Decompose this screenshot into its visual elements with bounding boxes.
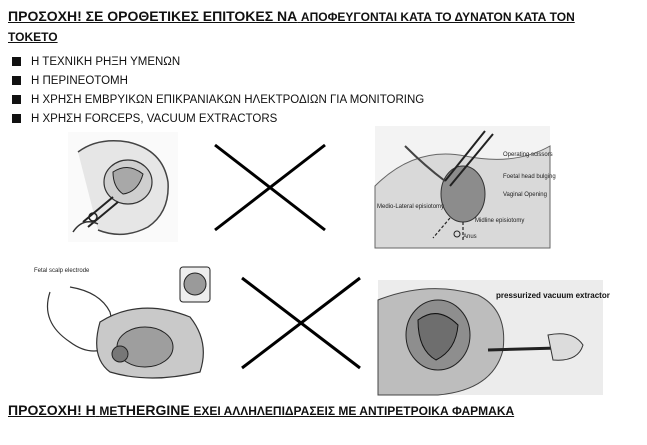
episiotomy-diagram xyxy=(375,126,556,248)
heading-prefix: ΠΡΟΣΟΧΗ! ΣΕ ΟΡΟΘΕΤΙΚΕΣ ΕΠΙΤΟΚΕΣ ΝΑ xyxy=(8,8,298,24)
list-item: Η ΧΡΗΣΗ ΕΜΒΡΥΙΚΩΝ ΕΠΙΚΡΑΝΙΑΚΩΝ ΗΛΕΚΤΡΟΔΙΩΝ ΓΙΑ MONITORING xyxy=(12,90,424,109)
list-item: Η ΧΡΗΣΗ FORCEPS, VACUUM EXTRACTORS xyxy=(12,109,424,128)
label-foetal-head: Foetal head bulging xyxy=(503,174,556,180)
footer-drug: THERGINE xyxy=(117,402,190,418)
scalp-electrode-illustration xyxy=(30,262,215,387)
label-anus: Anus xyxy=(463,234,477,240)
amniotomy-illustration xyxy=(68,132,178,242)
label-vaginal-opening: Vaginal Opening xyxy=(503,192,547,198)
cross-mark-icon xyxy=(205,140,335,235)
vacuum-extractor-illustration xyxy=(378,280,610,395)
list-item: Η ΠΕΡΙΝΕΟΤΟΜΗ xyxy=(12,71,424,90)
label-medio-lateral: Medio-Lateral episiotomy xyxy=(377,204,445,210)
footer-prefix: ΠΡΟΣΟΧΗ! Η xyxy=(8,402,96,418)
footer-rest: ΕΧΕΙ ΑΛΛΗΛΕΠΙΔΡΑΣΕΙΣ ΜΕ ΑΝΤΙΡΕΤΡΟΙΚΑ ΦΑΡΜΑΚΑ xyxy=(193,404,515,418)
warning-heading xyxy=(8,6,638,47)
heading-line2: ΤΟΚΕΤΟ xyxy=(8,30,58,44)
label-midline: Midline episiotomy xyxy=(475,218,525,224)
bullet-square-icon xyxy=(12,95,21,104)
label-scalp-electrode: Fetal scalp electrode xyxy=(34,268,90,274)
footer-me: ΜΕ xyxy=(99,404,118,418)
heading-rest: ΑΠΟΦΕΥΓΟΝΤΑΙ ΚΑΤΑ ΤΟ ΔΥΝΑΤΟΝ ΚΑΤΑ ΤΟΝ xyxy=(300,10,575,24)
methergine-warning xyxy=(8,402,638,418)
avoid-list xyxy=(12,52,424,128)
bullet-square-icon xyxy=(12,57,21,66)
bullet-square-icon xyxy=(12,114,21,123)
bullet-square-icon xyxy=(12,76,21,85)
list-item: Η ΤΕΧΝΙΚΗ ΡΗΞΗ ΥΜΕΝΩΝ xyxy=(12,52,424,71)
label-vacuum-extractor: pressurized vacuum extractor xyxy=(496,291,610,300)
label-operating-scissors: Operating scissors xyxy=(503,152,553,158)
cross-mark-icon xyxy=(230,273,370,373)
